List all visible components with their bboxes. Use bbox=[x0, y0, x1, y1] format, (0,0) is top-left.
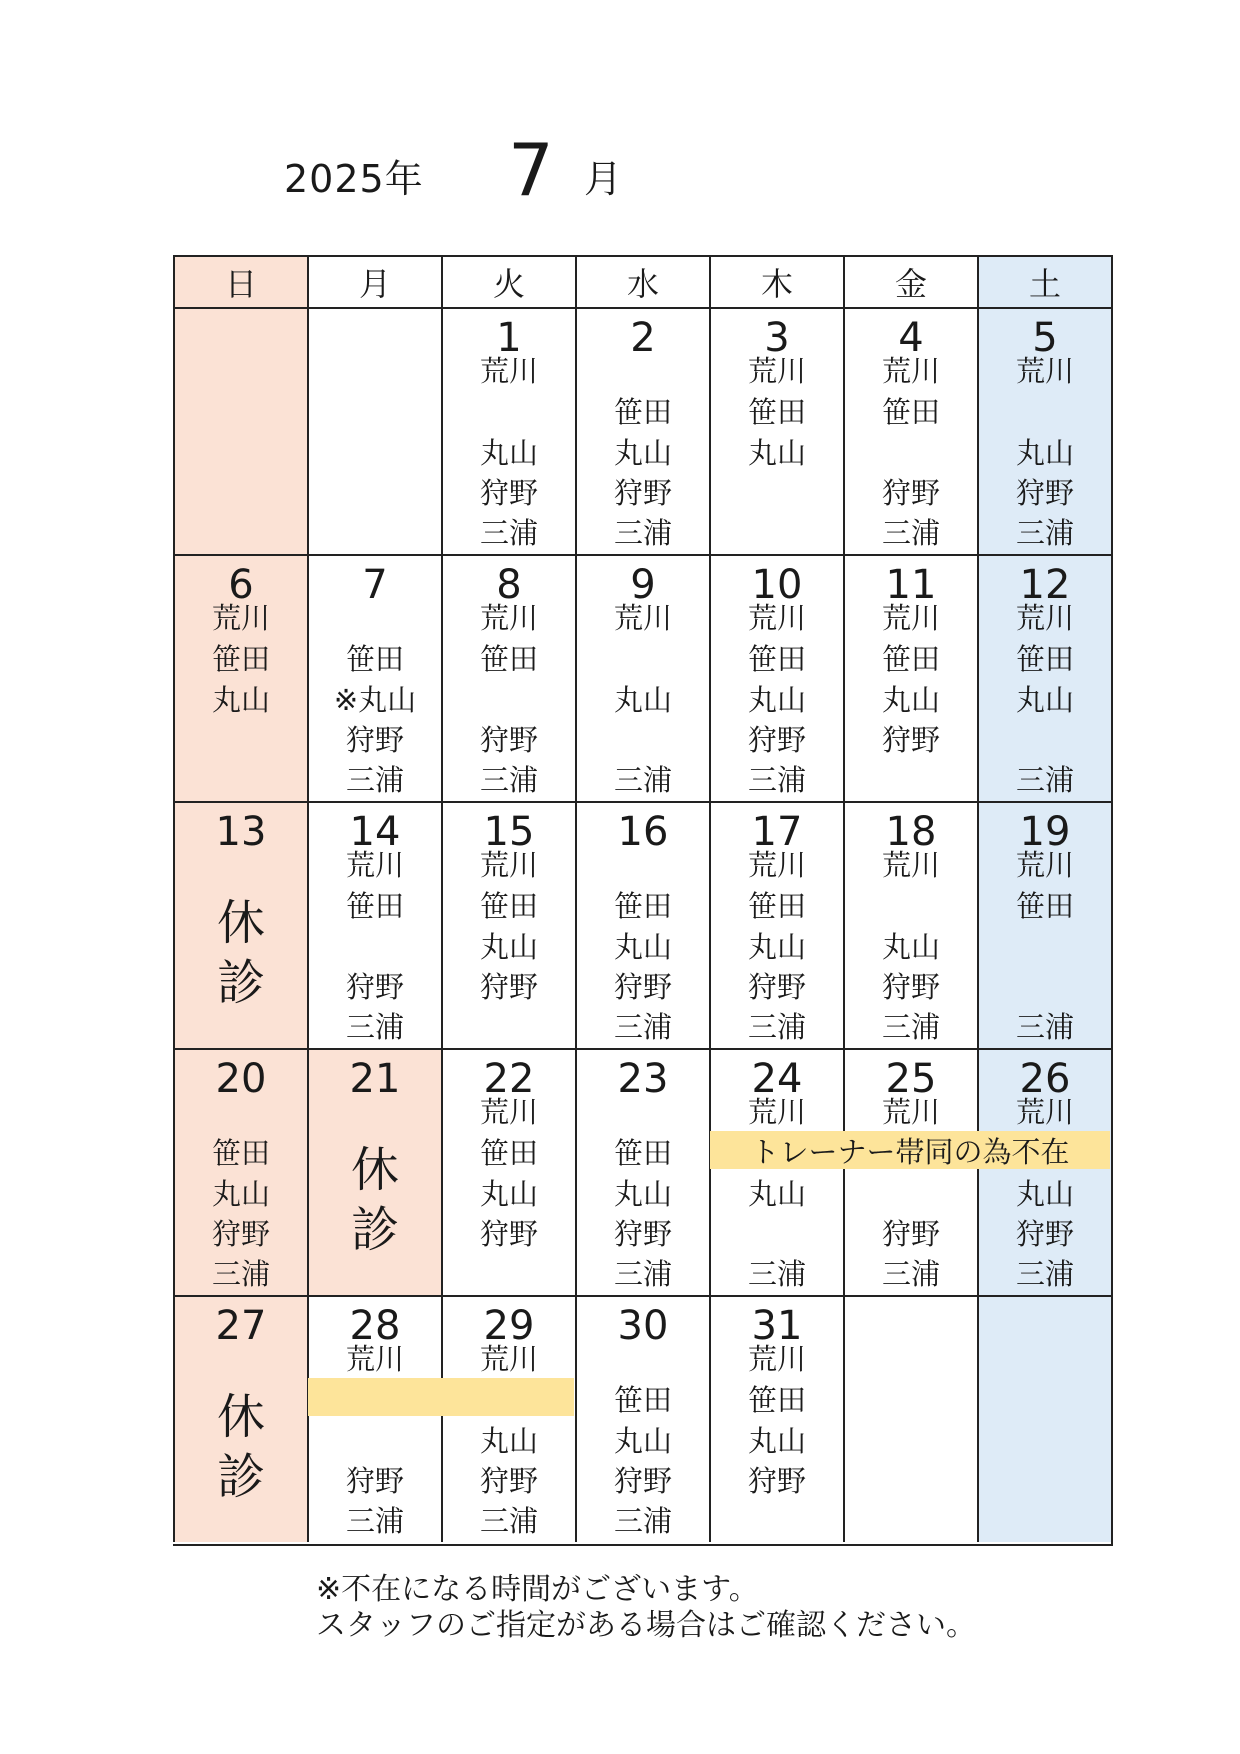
day-cell-5 bbox=[977, 307, 1111, 554]
staff-name: 狩野 bbox=[613, 1464, 672, 1498]
day-number: 25 bbox=[885, 1056, 937, 1102]
calendar-grid bbox=[173, 255, 1113, 1546]
year-label: 2025年 bbox=[284, 157, 424, 201]
staff-name: 丸山 bbox=[613, 930, 672, 964]
staff-name: 笹田 bbox=[479, 1136, 538, 1170]
staff-name: 三浦 bbox=[479, 763, 538, 797]
staff-name: 笹田 bbox=[1015, 642, 1074, 676]
day-number: 15 bbox=[483, 809, 535, 855]
weekday-header-tue bbox=[441, 255, 575, 307]
day-cell-18 bbox=[843, 801, 977, 1048]
staff-name: 笹田 bbox=[881, 642, 940, 676]
staff-name: 狩野 bbox=[881, 476, 940, 510]
staff-name: 荒川 bbox=[613, 601, 672, 635]
staff-name: 丸山 bbox=[1015, 683, 1074, 717]
staff-name: 三浦 bbox=[613, 1504, 672, 1538]
day-cell-28 bbox=[307, 1295, 441, 1542]
staff-name: 荒川 bbox=[881, 601, 940, 635]
day-number: 23 bbox=[617, 1056, 669, 1102]
staff-name: 荒川 bbox=[211, 601, 270, 635]
staff-name: 荒川 bbox=[747, 848, 806, 882]
staff-name: 笹田 bbox=[613, 395, 672, 429]
weekday-header-wed bbox=[575, 255, 709, 307]
day-number: 29 bbox=[483, 1303, 535, 1349]
staff-name: 荒川 bbox=[345, 848, 404, 882]
staff-name: 笹田 bbox=[211, 1136, 270, 1170]
day-number: 3 bbox=[764, 315, 790, 361]
staff-name: 丸山 bbox=[1015, 436, 1074, 470]
staff-name: 狩野 bbox=[881, 1217, 940, 1251]
staff-name: 笹田 bbox=[747, 889, 806, 923]
staff-name: 丸山 bbox=[613, 1424, 672, 1458]
staff-name: 丸山 bbox=[613, 1177, 672, 1211]
staff-name: 丸山 bbox=[747, 683, 806, 717]
staff-name: 三浦 bbox=[881, 1010, 940, 1044]
day-cell-13 bbox=[173, 801, 307, 1048]
day-number: 5 bbox=[1032, 315, 1058, 361]
day-cell-6 bbox=[173, 554, 307, 801]
staff-name: 笹田 bbox=[345, 642, 404, 676]
day-cell-30 bbox=[575, 1295, 709, 1542]
day-cell-29 bbox=[441, 1295, 575, 1542]
staff-name: 丸山 bbox=[881, 930, 940, 964]
day-number: 18 bbox=[885, 809, 937, 855]
weekday-label: 火 bbox=[492, 265, 525, 303]
staff-name: 三浦 bbox=[345, 763, 404, 797]
staff-name: 丸山 bbox=[747, 1177, 806, 1211]
weekday-header-sat bbox=[977, 255, 1111, 307]
staff-name: 三浦 bbox=[479, 1504, 538, 1538]
staff-name: 荒川 bbox=[479, 1095, 538, 1129]
weekday-label: 日 bbox=[224, 265, 257, 303]
day-cell-1 bbox=[441, 307, 575, 554]
day-number: 9 bbox=[630, 562, 656, 608]
day-number: 24 bbox=[751, 1056, 803, 1102]
staff-name: 荒川 bbox=[1015, 354, 1074, 388]
staff-name: 笹田 bbox=[345, 889, 404, 923]
day-number: 22 bbox=[483, 1056, 535, 1102]
day-cell-4 bbox=[843, 307, 977, 554]
weekday-header-sun bbox=[173, 255, 307, 307]
day-cell-16 bbox=[575, 801, 709, 1048]
staff-name: 狩野 bbox=[613, 970, 672, 1004]
day-number: 19 bbox=[1019, 809, 1071, 855]
day-number: 20 bbox=[215, 1056, 267, 1102]
staff-name: 荒川 bbox=[747, 601, 806, 635]
day-cell-15 bbox=[441, 801, 575, 1048]
staff-name: 狩野 bbox=[881, 723, 940, 757]
staff-name: 三浦 bbox=[613, 1010, 672, 1044]
day-cell-20 bbox=[173, 1048, 307, 1295]
staff-name: 丸山 bbox=[479, 1177, 538, 1211]
weekday-header-fri bbox=[843, 255, 977, 307]
day-number: 11 bbox=[885, 562, 937, 608]
day-cell-26 bbox=[977, 1048, 1111, 1295]
day-cell-23 bbox=[575, 1048, 709, 1295]
staff-name: 荒川 bbox=[881, 354, 940, 388]
day-number: 31 bbox=[751, 1303, 803, 1349]
staff-name: 三浦 bbox=[747, 1010, 806, 1044]
staff-name: 三浦 bbox=[345, 1504, 404, 1538]
staff-name: 狩野 bbox=[1015, 476, 1074, 510]
staff-name: 三浦 bbox=[747, 763, 806, 797]
staff-name: 荒川 bbox=[1015, 601, 1074, 635]
staff-name: 笹田 bbox=[479, 642, 538, 676]
staff-name: 三浦 bbox=[1015, 1257, 1074, 1291]
staff-name: 荒川 bbox=[479, 848, 538, 882]
day-cell-3 bbox=[709, 307, 843, 554]
day-cell-10 bbox=[709, 554, 843, 801]
staff-name: 三浦 bbox=[1015, 516, 1074, 550]
staff-name: 笹田 bbox=[613, 889, 672, 923]
weekday-label: 月 bbox=[358, 265, 391, 303]
day-cell-17 bbox=[709, 801, 843, 1048]
empty-day-cell bbox=[843, 1295, 977, 1542]
staff-name: 狩野 bbox=[479, 1464, 538, 1498]
day-cell-9 bbox=[575, 554, 709, 801]
staff-name: 狩野 bbox=[345, 1464, 404, 1498]
empty-day-cell bbox=[307, 307, 441, 554]
staff-name: 丸山 bbox=[211, 683, 270, 717]
day-number: 28 bbox=[349, 1303, 401, 1349]
staff-name: 荒川 bbox=[747, 1095, 806, 1129]
day-number: 7 bbox=[362, 562, 388, 608]
empty-day-cell bbox=[977, 1295, 1111, 1542]
closed-label: 休診 bbox=[216, 1389, 265, 1505]
staff-name: 三浦 bbox=[613, 516, 672, 550]
month-unit: 月 bbox=[584, 157, 623, 201]
staff-name: 三浦 bbox=[345, 1010, 404, 1044]
staff-name: 荒川 bbox=[479, 354, 538, 388]
staff-name: 丸山 bbox=[479, 1424, 538, 1458]
staff-name: 荒川 bbox=[1015, 1095, 1074, 1129]
staff-name: 荒川 bbox=[881, 848, 940, 882]
day-cell-27 bbox=[173, 1295, 307, 1542]
staff-name: 狩野 bbox=[747, 970, 806, 1004]
staff-name: 狩野 bbox=[479, 970, 538, 1004]
staff-name: 狩野 bbox=[881, 970, 940, 1004]
staff-name: 丸山 bbox=[479, 930, 538, 964]
empty-day-cell bbox=[173, 307, 307, 554]
closed-label: 休診 bbox=[350, 1142, 399, 1258]
day-number: 27 bbox=[215, 1303, 267, 1349]
weekday-header-thu bbox=[709, 255, 843, 307]
staff-name: 丸山 bbox=[1015, 1177, 1074, 1211]
staff-name: 狩野 bbox=[479, 723, 538, 757]
staff-name: 狩野 bbox=[479, 476, 538, 510]
staff-name: 笹田 bbox=[747, 642, 806, 676]
day-cell-31 bbox=[709, 1295, 843, 1542]
absence-highlight-bar bbox=[308, 1378, 574, 1416]
staff-name: 丸山 bbox=[479, 436, 538, 470]
day-number: 17 bbox=[751, 809, 803, 855]
trainer-absence-bar bbox=[710, 1131, 1110, 1169]
footnote-line-2: スタッフのご指定がある場合はご確認ください。 bbox=[316, 1608, 976, 1643]
day-cell-24 bbox=[709, 1048, 843, 1295]
staff-name: 三浦 bbox=[1015, 1010, 1074, 1044]
staff-name: 荒川 bbox=[479, 601, 538, 635]
staff-name: 丸山 bbox=[613, 683, 672, 717]
day-number: 8 bbox=[496, 562, 522, 608]
staff-name: 狩野 bbox=[479, 1217, 538, 1251]
staff-name: 狩野 bbox=[747, 723, 806, 757]
day-cell-12 bbox=[977, 554, 1111, 801]
staff-name: 笹田 bbox=[1015, 889, 1074, 923]
staff-name: 三浦 bbox=[479, 516, 538, 550]
day-number: 1 bbox=[496, 315, 522, 361]
weekday-label: 金 bbox=[894, 265, 927, 303]
staff-name: 笹田 bbox=[747, 1383, 806, 1417]
staff-name: 三浦 bbox=[1015, 763, 1074, 797]
staff-name: 丸山 bbox=[747, 1424, 806, 1458]
staff-name: 荒川 bbox=[881, 1095, 940, 1129]
staff-name: 狩野 bbox=[1015, 1217, 1074, 1251]
staff-name: 笹田 bbox=[479, 889, 538, 923]
day-cell-7 bbox=[307, 554, 441, 801]
staff-name: 荒川 bbox=[1015, 848, 1074, 882]
month-number: 7 bbox=[508, 128, 554, 212]
day-number: 12 bbox=[1019, 562, 1071, 608]
day-cell-14 bbox=[307, 801, 441, 1048]
staff-name: 笹田 bbox=[747, 395, 806, 429]
day-cell-25 bbox=[843, 1048, 977, 1295]
day-number: 10 bbox=[751, 562, 803, 608]
staff-name: 三浦 bbox=[211, 1257, 270, 1291]
day-number: 14 bbox=[349, 809, 401, 855]
day-number: 30 bbox=[617, 1303, 669, 1349]
day-cell-11 bbox=[843, 554, 977, 801]
day-cell-19 bbox=[977, 801, 1111, 1048]
staff-name: 笹田 bbox=[211, 642, 270, 676]
weekday-label: 土 bbox=[1028, 265, 1061, 303]
staff-name: 笹田 bbox=[613, 1136, 672, 1170]
trainer-absence-text: トレーナー帯同の為不在 bbox=[750, 1134, 1070, 1169]
staff-name: 三浦 bbox=[747, 1257, 806, 1291]
staff-name: 丸山 bbox=[747, 930, 806, 964]
day-number: 6 bbox=[228, 562, 254, 608]
day-number: 4 bbox=[898, 315, 924, 361]
staff-name: 狩野 bbox=[211, 1217, 270, 1251]
staff-name: 丸山 bbox=[211, 1177, 270, 1211]
staff-name: 笹田 bbox=[613, 1383, 672, 1417]
day-number: 26 bbox=[1019, 1056, 1071, 1102]
staff-name: 三浦 bbox=[881, 516, 940, 550]
day-cell-2 bbox=[575, 307, 709, 554]
staff-name: 三浦 bbox=[613, 1257, 672, 1291]
staff-name: 狩野 bbox=[747, 1464, 806, 1498]
staff-name: ※丸山 bbox=[333, 683, 417, 717]
day-cell-8 bbox=[441, 554, 575, 801]
staff-name: 狩野 bbox=[345, 723, 404, 757]
staff-name: 狩野 bbox=[345, 970, 404, 1004]
staff-name: 三浦 bbox=[881, 1257, 940, 1291]
day-number: 2 bbox=[630, 315, 656, 361]
day-cell-22 bbox=[441, 1048, 575, 1295]
staff-name: 荒川 bbox=[747, 1342, 806, 1376]
footnote-line-1: ※不在になる時間がございます。 bbox=[316, 1572, 759, 1607]
staff-name: 丸山 bbox=[747, 436, 806, 470]
weekday-header-mon bbox=[307, 255, 441, 307]
staff-name: 丸山 bbox=[613, 436, 672, 470]
staff-name: 狩野 bbox=[613, 1217, 672, 1251]
staff-name: 荒川 bbox=[345, 1342, 404, 1376]
day-number: 13 bbox=[215, 809, 267, 855]
staff-name: 三浦 bbox=[613, 763, 672, 797]
day-cell-21 bbox=[307, 1048, 441, 1295]
weekday-label: 水 bbox=[626, 265, 659, 303]
staff-name: 荒川 bbox=[747, 354, 806, 388]
day-number: 21 bbox=[349, 1056, 401, 1102]
staff-name: 狩野 bbox=[613, 476, 672, 510]
staff-name: 丸山 bbox=[881, 683, 940, 717]
closed-label: 休診 bbox=[216, 895, 265, 1011]
staff-name: 荒川 bbox=[479, 1342, 538, 1376]
weekday-label: 木 bbox=[760, 265, 793, 303]
day-number: 16 bbox=[617, 809, 669, 855]
staff-name: 笹田 bbox=[881, 395, 940, 429]
